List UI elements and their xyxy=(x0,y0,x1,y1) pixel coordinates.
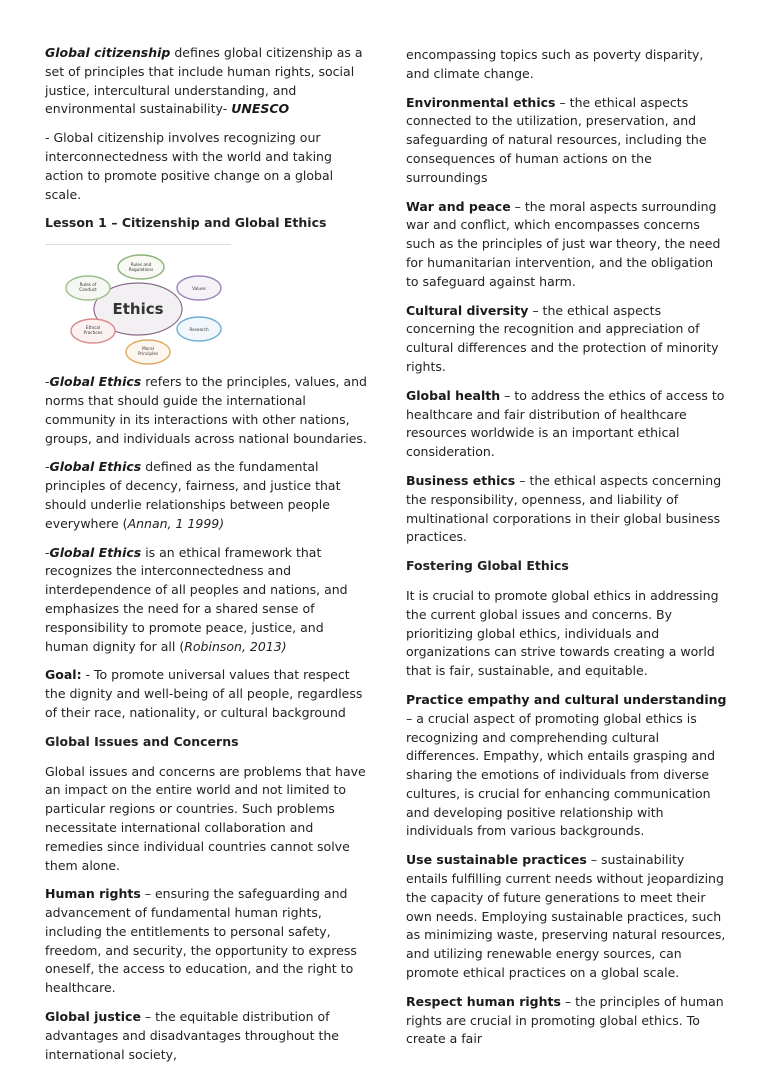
lesson-heading: Lesson 1 – Citizenship and Global Ethics xyxy=(45,215,327,231)
paragraph-global-ethics-3 xyxy=(45,544,367,657)
right-column xyxy=(406,46,728,1059)
paragraph-war-peace xyxy=(406,198,728,292)
paragraph-business-ethics xyxy=(406,472,728,547)
paragraph-text: – a crucial aspect of promoting global ethics is recognizing and comprehending cultural differences. Empathy, which entails grasping and sharing the emotions of individuals from diverse cultures, is crucial for enhancing communication and developing positive relationship with individuals from various backgrounds. xyxy=(406,710,716,839)
paragraph-empathy xyxy=(406,691,728,841)
svg-text:Regulations: Regulations xyxy=(128,267,154,273)
term: Global Ethics xyxy=(49,374,142,390)
paragraph-text: – ensuring the safeguarding and advancement of fundamental human rights, including the entitlements to personal safety, freedom, and security, the opportunity to express oneself, the access to education, and the right to healthcare. xyxy=(45,886,357,996)
term: Global Ethics xyxy=(49,544,142,560)
paragraph-cultural-diversity xyxy=(406,302,728,377)
paragraph-global-ethics-1 xyxy=(45,373,367,448)
paragraph-text: - To promote universal values that respect the dignity and well-being of all people, regardless of their race, nationality, or cultural background xyxy=(45,667,363,720)
paragraph-text: refers to the principles, values, and norms that should guide the international community in its interactions with other nations, groups, and individuals across national boundaries. xyxy=(45,374,367,446)
prefix: - xyxy=(45,459,50,475)
issues-heading: Global Issues and Concerns xyxy=(45,733,239,749)
term: Business ethics xyxy=(406,472,516,488)
svg-text:Research: Research xyxy=(189,327,209,333)
paragraph-human-rights xyxy=(45,885,367,998)
paragraph-text: – the ethical aspects concerning the recognition and appreciation of cultural differences and the protection of minority rights. xyxy=(406,302,719,374)
term: War and peace xyxy=(406,198,511,214)
paragraph-text: – sustainability entails fulfilling current needs without jeopardizing the capacity of future generations to meet their own needs. Employing sustainable practices, such as minimizing waste, preserving natural resources, and utilizing renewable energy sources, can promote ethical practices on a global scale. xyxy=(406,852,726,981)
paragraph-text: – the ethical aspects connected to the utilization, preservation, and safeguarding of natural resources, including the consequences of human actions on the surroundings xyxy=(406,94,707,185)
paragraph-text: is an ethical framework that recognizes the interconnectedness and interdependence of all peoples and nations, and emphasizes the need for a shared sense of responsibility to promote peace, justice, and human dignity for all ( xyxy=(45,544,348,654)
paragraph-environmental-ethics xyxy=(406,94,728,188)
left-column xyxy=(45,44,367,1074)
term: Human rights xyxy=(45,886,141,902)
fostering-heading: Fostering Global Ethics xyxy=(406,558,569,574)
svg-text:Values: Values xyxy=(192,286,206,292)
paragraph-global-ethics-2 xyxy=(45,458,367,533)
prefix: - xyxy=(45,544,50,560)
paragraph-global-justice xyxy=(45,1008,367,1064)
citation: UNESCO xyxy=(231,101,290,117)
svg-text:Moral: Moral xyxy=(142,346,154,352)
paragraph-text: – the principles of human rights are crucial in promoting global ethics. To create a fair xyxy=(406,993,724,1047)
paragraph-fostering-intro: It is crucial to promote global ethics in addressing the current global issues and concerns. By prioritizing global ethics, individuals and organizations can strive towards creating a world that is fair, sustainable, and equitable. xyxy=(406,587,719,679)
term: Goal: xyxy=(45,667,82,683)
node-rules-conduct xyxy=(66,276,110,300)
paragraph-goal xyxy=(45,666,367,722)
center-label: Ethics xyxy=(112,300,164,319)
paragraph-text: defines global citizenship as a set of principles that include human rights, social justice, intercultural understanding, and environmental sustainability- xyxy=(45,45,363,117)
svg-text:Rules of: Rules of xyxy=(79,282,97,288)
paragraph-text: – the equitable distribution of advantages and disadvantages throughout the international society, xyxy=(45,1009,339,1062)
paragraph-sustainable xyxy=(406,851,728,983)
svg-text:Conduct: Conduct xyxy=(79,287,97,293)
node-rules-regulations xyxy=(118,255,164,279)
citation: Annan, 1 1999) xyxy=(127,515,225,531)
term: Global health xyxy=(406,387,501,403)
svg-text:Practices: Practices xyxy=(83,330,103,336)
paragraph-text: – the ethical aspects concerning the responsibility, openness, and liability of multinational corporations in their global business practices. xyxy=(406,472,722,545)
paragraph-text: defined as the fundamental principles of decency, fairness, and justice that should underlie relationships between people everywhere ( xyxy=(45,459,341,531)
ethics-diagram xyxy=(45,244,231,367)
node-research xyxy=(177,317,221,341)
term: Cultural diversity xyxy=(406,302,529,318)
term: Global justice xyxy=(45,1009,141,1025)
term: Use sustainable practices xyxy=(406,852,587,868)
node-moral-principles xyxy=(126,340,170,364)
svg-text:Rules and: Rules and xyxy=(130,262,152,268)
term: Environmental ethics xyxy=(406,94,556,110)
paragraph-text: – to address the ethics of access to healthcare and fair distribution of healthcare resources worldwide is an important ethical consideration. xyxy=(406,387,725,460)
svg-text:Principles: Principles xyxy=(137,351,159,357)
svg-text:Ethical: Ethical xyxy=(85,325,101,331)
term: Respect human rights xyxy=(406,993,561,1009)
paragraph-global-citizenship xyxy=(45,44,367,119)
paragraph-issues-intro: Global issues and concerns are problems that have an impact on the entire world and not limited to particular regions or countries. Such problems necessitate international collaboration and remedies since individual countries cannot solve them alone. xyxy=(45,763,366,873)
paragraph-text: – the moral aspects surrounding war and conflict, which encompasses concerns such as the principles of just war theory, the need for humanitarian intervention, and the obligation to safeguard against harm. xyxy=(406,198,721,289)
node-values xyxy=(177,276,221,300)
term: Global Ethics xyxy=(49,459,142,475)
citation: Robinson, 2013) xyxy=(184,638,287,654)
node-ethical-practices xyxy=(71,319,115,343)
paragraph-human-rights-respect xyxy=(406,993,728,1049)
paragraph-global-health xyxy=(406,387,728,462)
term: Practice empathy and cultural understanding xyxy=(406,691,727,707)
prefix: - xyxy=(45,374,50,390)
ethics-diagram-graphic xyxy=(45,251,231,367)
term: Global citizenship xyxy=(45,45,171,60)
paragraph-interconnectedness: - Global citizenship involves recognizing our interconnectedness with the world and taking action to promote positive change on a global scale. xyxy=(45,130,334,202)
paragraph-continued: encompassing topics such as poverty disparity, and climate change. xyxy=(406,47,704,81)
